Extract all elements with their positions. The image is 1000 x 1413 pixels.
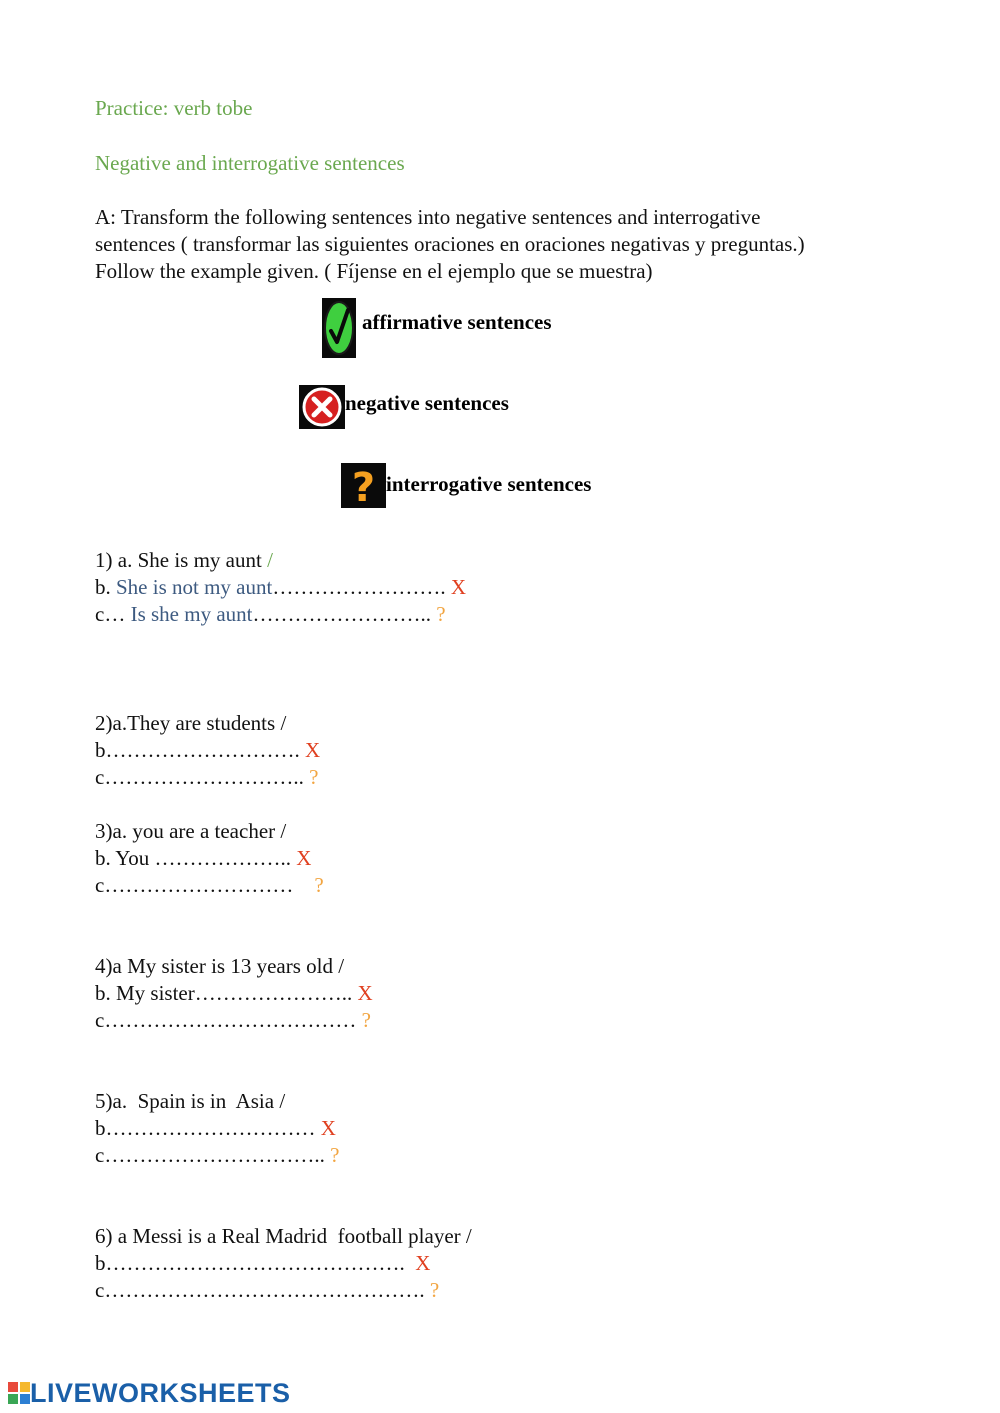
- svg-text:?: ?: [351, 465, 376, 508]
- cross-mark: X: [450, 575, 467, 599]
- exercise-3-c[interactable]: c……………………… ?: [95, 873, 324, 897]
- exercise-4-b[interactable]: b. My sister………………….. X: [95, 981, 373, 1005]
- exercise-1-b: b. She is not my aunt……………………. X: [95, 575, 467, 599]
- question-mark: ?: [314, 873, 324, 897]
- exercise-4-a: 4)a My sister is 13 years old /: [95, 954, 345, 978]
- exercise-2-a: 2)a.They are students /: [95, 711, 287, 735]
- slash-mark: /: [279, 1089, 286, 1113]
- slash-mark: /: [280, 819, 287, 843]
- question-mark: ?: [429, 1278, 440, 1302]
- cross-mark: X: [305, 738, 321, 762]
- question-mark: ?: [361, 1008, 371, 1032]
- exercise-5-c[interactable]: c………………………….. ?: [95, 1143, 340, 1167]
- exercise-3-b[interactable]: b. You ……………….. X: [95, 846, 312, 870]
- cross-mark: X: [357, 981, 373, 1005]
- slash-mark: /: [267, 548, 273, 572]
- slash-mark: /: [338, 954, 345, 978]
- exercise-6-b[interactable]: b……………………………………. X: [95, 1251, 431, 1275]
- cross-mark: X: [296, 846, 312, 870]
- footer-brand: LIVEWORKSHEETS: [30, 1378, 291, 1408]
- cross-mark: X: [320, 1116, 336, 1140]
- exercise-1-c: c… Is she my aunt…………………….. ?: [95, 602, 446, 626]
- exercise-6-a: 6) a Messi is a Real Madrid football player /: [95, 1224, 472, 1248]
- liveworksheets-logo-icon: [8, 1382, 30, 1404]
- exercise-3-a: 3)a. you are a teacher /: [95, 819, 287, 843]
- exercise-6-c[interactable]: c………………………………………. ?: [95, 1278, 440, 1302]
- exercise-1-a: 1) a. She is my aunt /: [95, 548, 273, 572]
- page-title: Practice: verb tobe: [95, 96, 253, 120]
- exercise-5-a: 5)a. Spain is in Asia /: [95, 1089, 286, 1113]
- question-icon: [341, 463, 386, 508]
- cross-mark: X: [415, 1251, 431, 1275]
- check-icon: [322, 298, 356, 358]
- instructions-line-2: sentences ( transformar las siguientes oraciones en oraciones negativas y preguntas.): [95, 232, 805, 256]
- instructions-line-3: Follow the example given. ( Fíjense en el ejemplo que se muestra): [95, 259, 653, 283]
- slash-mark: /: [465, 1224, 472, 1248]
- exercise-2-b[interactable]: b………………………. X: [95, 738, 321, 762]
- page-subtitle: Negative and interrogative sentences: [95, 151, 405, 175]
- legend-negative: negative sentences: [345, 391, 509, 415]
- exercise-4-c[interactable]: c……………………………… ?: [95, 1008, 371, 1032]
- footer-logo[interactable]: [8, 1378, 291, 1409]
- question-mark: ?: [330, 1143, 340, 1167]
- question-mark: ?: [436, 602, 446, 626]
- legend-interrogative: interrogative sentences: [386, 472, 592, 496]
- question-mark: ?: [309, 765, 319, 789]
- exercise-2-c[interactable]: c……………………….. ?: [95, 765, 319, 789]
- legend-affirmative: affirmative sentences: [362, 310, 552, 334]
- instructions-line-1: A: Transform the following sentences into negative sentences and interrogative: [95, 205, 761, 229]
- slash-mark: /: [280, 711, 287, 735]
- exercise-5-b[interactable]: b………………………… X: [95, 1116, 336, 1140]
- cross-icon: [299, 385, 345, 429]
